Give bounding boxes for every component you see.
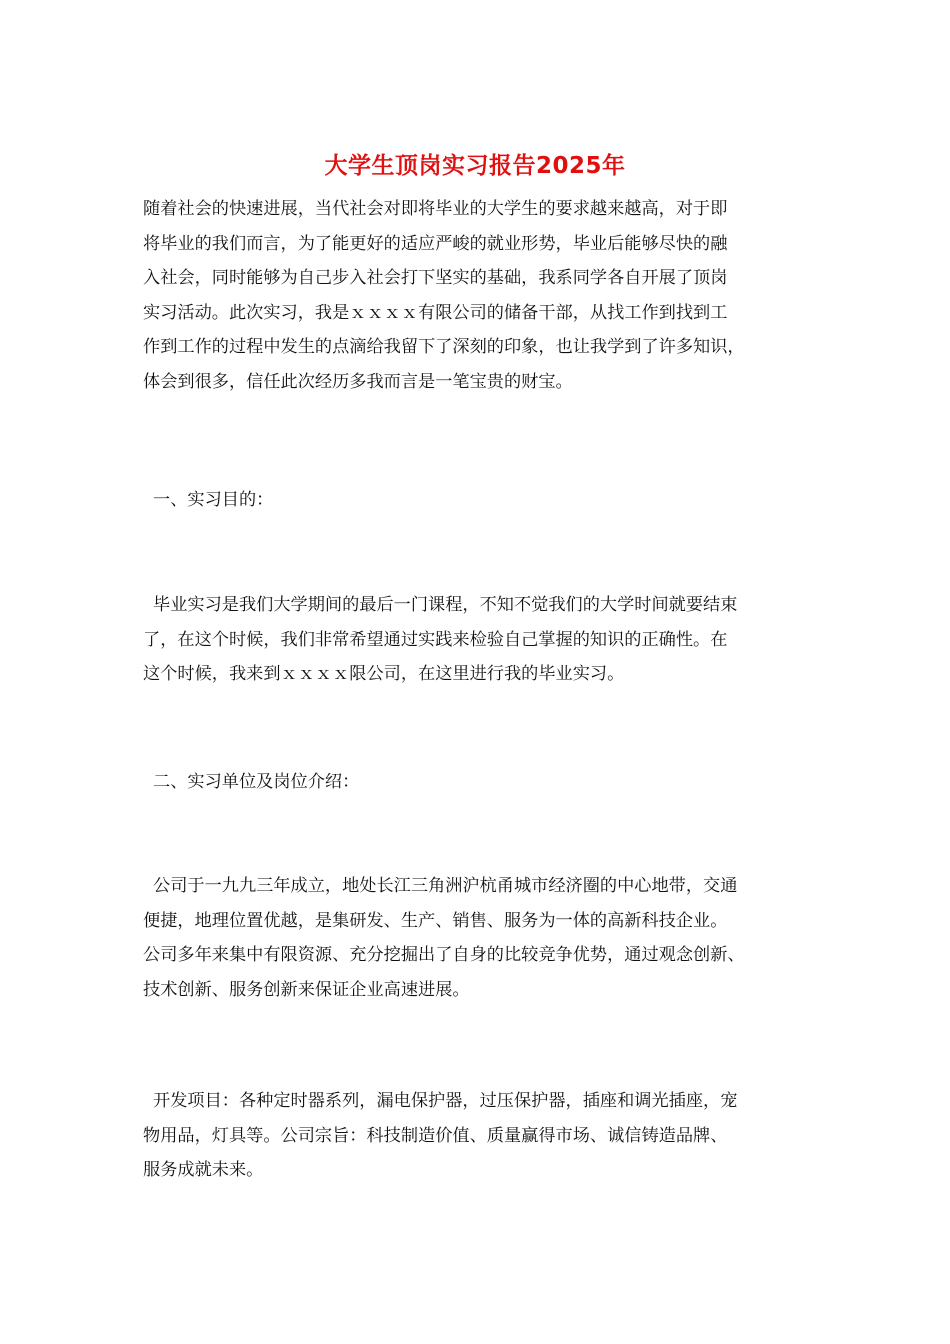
paragraph-line: 入社会，同时能够为自己步入社会打下坚实的基础，我系同学各自开展了顶岗: [143, 268, 728, 288]
paragraph-line: 便捷，地理位置优越，是集研发、生产、销售、服务为一体的高新科技企业。: [143, 910, 728, 931]
paragraph-line: 公司于一九九三年成立，地处长江三角洲沪杭甬城市经济圈的中心地带，交通: [153, 876, 738, 896]
paragraph-line: 实习活动。此次实习，我是ｘｘｘｘ有限公司的储备干部，从找工作到找到工: [143, 302, 728, 323]
section-heading-text: 一、实习目的：: [153, 490, 274, 510]
purpose-paragraph: [143, 588, 808, 692]
paragraph-line: 公司多年来集中有限资源、充分挖掘出了自身的比较竞争优势，通过观念创新、: [143, 945, 745, 965]
paragraph-line: 服务成就未来。: [143, 1160, 264, 1180]
company-paragraph: [143, 869, 808, 1007]
document-title: 大学生顶岗实习报告2025年: [324, 153, 626, 179]
intro-paragraph: [143, 192, 808, 399]
paragraph-line: 了，在这个时候，我们非常希望通过实践来检验自己掌握的知识的正确性。在: [143, 629, 728, 650]
paragraph-line: 物用品，灯具等。公司宗旨：科技制造价值、质量赢得市场、诚信铸造品牌、: [143, 1125, 728, 1146]
paragraph-line: 毕业实习是我们大学期间的最后一门课程，不知不觉我们的大学时间就要结束: [153, 595, 738, 615]
section-heading-purpose: [143, 483, 808, 518]
paragraph-line: 将毕业的我们而言，为了能更好的适应严峻的就业形势，毕业后能够尽快的融: [143, 233, 728, 254]
paragraph-line: 作到工作的过程中发生的点滴给我留下了深刻的印象，也让我学到了许多知识，: [143, 337, 745, 357]
section-heading-text: 二、实习单位及岗位介绍：: [153, 772, 360, 792]
paragraph-line: 体会到很多，信任此次经历多我而言是一笔宝贵的财宝。: [143, 371, 573, 392]
paragraph-line: 开发项目：各种定时器系列，漏电保护器，过压保护器，插座和调光插座，宠: [153, 1091, 738, 1111]
section-heading-company: [143, 765, 808, 800]
paragraph-line: 随着社会的快速进展，当代社会对即将毕业的大学生的要求越来越高，对于即: [143, 199, 728, 219]
products-paragraph: [143, 1084, 808, 1188]
paragraph-line: 这个时候，我来到ｘｘｘｘ限公司，在这里进行我的毕业实习。: [143, 664, 625, 684]
paragraph-line: 技术创新、服务创新来保证企业高速进展。: [143, 979, 470, 1000]
